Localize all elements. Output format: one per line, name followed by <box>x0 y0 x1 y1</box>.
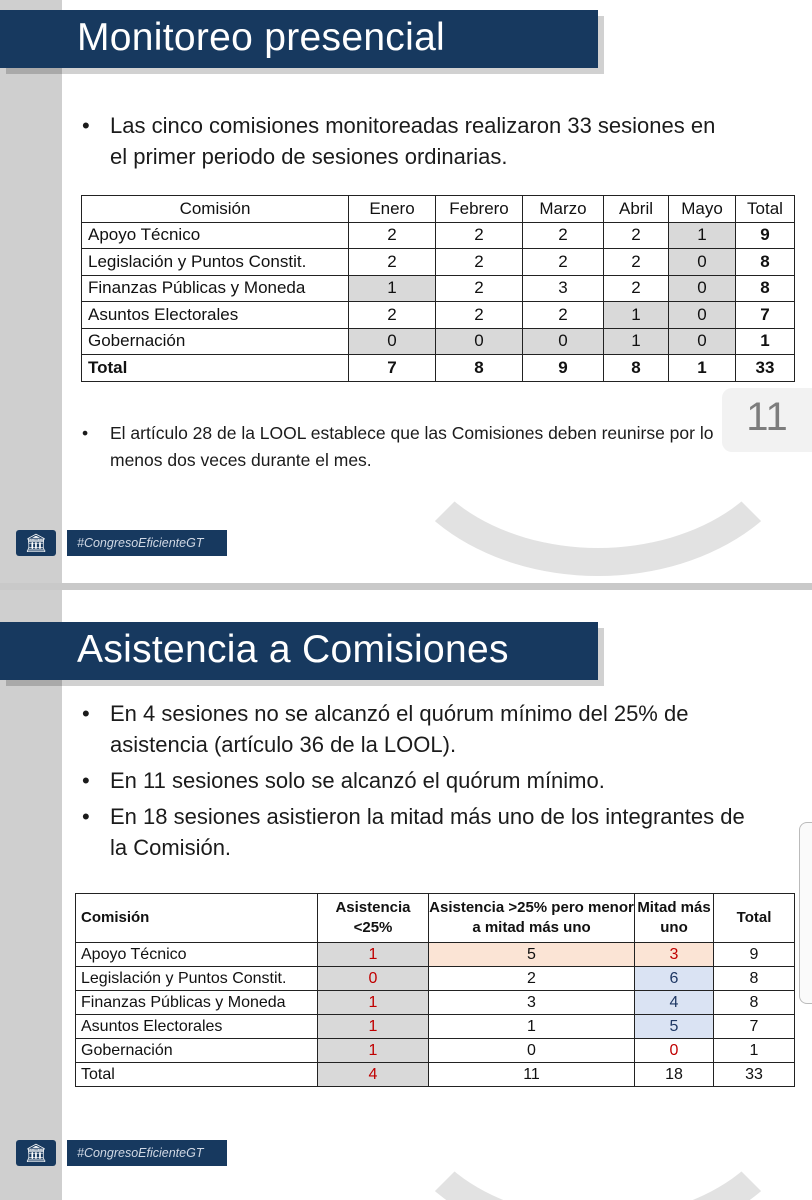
bullet-item: • Las cinco comisiones monitoreadas realizaron 33 sesiones en el primer periodo de sesiones ordinarias. <box>80 110 720 172</box>
cell-total: 33 <box>714 1063 795 1087</box>
cell: 0 <box>635 1039 714 1063</box>
cell: 1 <box>604 302 669 329</box>
cell: 2 <box>436 222 523 249</box>
attendance-table <box>75 893 795 1087</box>
cell: 2 <box>523 249 604 276</box>
row-label: Apoyo Técnico <box>82 222 349 249</box>
bullet-item: • El artículo 28 de la LOOL establece que las Comisiones deben reunirse por lo menos dos veces durante el mes. <box>80 420 720 474</box>
cell: 5 <box>429 943 635 967</box>
building-icon: 🏛 <box>16 530 56 556</box>
cell-total: 8 <box>736 249 795 276</box>
cell: 1 <box>318 1015 429 1039</box>
cell: 2 <box>436 275 523 302</box>
cell: 1 <box>318 943 429 967</box>
row-label: Legislación y Puntos Constit. <box>76 967 318 991</box>
row-label: Asuntos Electorales <box>82 302 349 329</box>
cell: 2 <box>523 302 604 329</box>
cell: 2 <box>349 302 436 329</box>
cell: 1 <box>604 328 669 355</box>
cell: 1 <box>669 222 736 249</box>
cell: 1 <box>349 275 436 302</box>
cell: 7 <box>349 355 436 382</box>
slide-monitoreo-presencial <box>0 0 812 583</box>
table-row <box>76 1039 795 1063</box>
row-label: Total <box>82 355 349 382</box>
header-cell: Comisión <box>76 894 318 943</box>
attendance-bullets <box>80 698 760 868</box>
row-label: Asuntos Electorales <box>76 1015 318 1039</box>
table-row <box>82 222 795 249</box>
cell: 1 <box>318 991 429 1015</box>
cell: 8 <box>436 355 523 382</box>
cell: 3 <box>523 275 604 302</box>
header-cell: Abril <box>604 196 669 223</box>
header-cell: Total <box>714 894 795 943</box>
cell-total: 9 <box>714 943 795 967</box>
hashtag-label: #CongresoEficienteGT <box>67 530 227 556</box>
note-bullets <box>80 420 720 474</box>
cell: 0 <box>669 249 736 276</box>
table-row <box>76 991 795 1015</box>
table-row <box>76 943 795 967</box>
cell-total: 33 <box>736 355 795 382</box>
cell: 2 <box>436 302 523 329</box>
table-header-row <box>82 196 795 223</box>
bullet-item: • En 11 sesiones solo se alcanzó el quórum mínimo. <box>80 765 760 796</box>
header-cell: Mayo <box>669 196 736 223</box>
header-cell: Asistencia <25% <box>318 894 429 943</box>
cell: 0 <box>349 328 436 355</box>
header-cell: Febrero <box>436 196 523 223</box>
row-label: Apoyo Técnico <box>76 943 318 967</box>
cell-total: 1 <box>736 328 795 355</box>
table-header-row <box>76 894 795 943</box>
row-label: Finanzas Públicas y Moneda <box>82 275 349 302</box>
cell: 0 <box>669 302 736 329</box>
row-label: Gobernación <box>82 328 349 355</box>
cell: 2 <box>349 249 436 276</box>
cell: 18 <box>635 1063 714 1087</box>
bullet-item: • En 4 sesiones no se alcanzó el quórum mínimo del 25% de asistencia (artículo 36 de la LOOL). <box>80 698 760 760</box>
cell: 0 <box>669 328 736 355</box>
title-bar <box>0 622 598 680</box>
cell: 4 <box>318 1063 429 1087</box>
cell: 0 <box>429 1039 635 1063</box>
cell: 11 <box>429 1063 635 1087</box>
header-cell: Mitad más uno <box>635 894 714 943</box>
side-strip <box>0 590 62 1200</box>
cell: 2 <box>523 222 604 249</box>
cell-total: 7 <box>736 302 795 329</box>
page-number: 11 <box>746 395 788 439</box>
cell: 2 <box>604 249 669 276</box>
scroll-handle[interactable] <box>799 822 812 1004</box>
title-bar <box>0 10 598 68</box>
cell-total: 8 <box>736 275 795 302</box>
cell-total: 7 <box>714 1015 795 1039</box>
row-label: Legislación y Puntos Constit. <box>82 249 349 276</box>
cell: 1 <box>429 1015 635 1039</box>
table-row <box>82 302 795 329</box>
cell: 0 <box>669 275 736 302</box>
cell-total: 1 <box>714 1039 795 1063</box>
cell: 2 <box>436 249 523 276</box>
cell-total: 9 <box>736 222 795 249</box>
cell: 0 <box>523 328 604 355</box>
cell: 3 <box>635 943 714 967</box>
cell: 1 <box>669 355 736 382</box>
bullet-item: • En 18 sesiones asistieron la mitad más uno de los integrantes de la Comisión. <box>80 801 760 863</box>
slide-asistencia-comisiones <box>0 590 812 1200</box>
table-row <box>76 967 795 991</box>
cell: 9 <box>523 355 604 382</box>
cell: 4 <box>635 991 714 1015</box>
header-cell: Asistencia >25% pero menor a mitad más uno <box>429 894 635 943</box>
table-row <box>82 249 795 276</box>
cell: 3 <box>429 991 635 1015</box>
cell: 2 <box>429 967 635 991</box>
cell: 8 <box>604 355 669 382</box>
page-number-badge <box>722 388 812 452</box>
cell: 5 <box>635 1015 714 1039</box>
cell: 2 <box>604 275 669 302</box>
header-cell: Total <box>736 196 795 223</box>
sessions-table <box>81 195 795 382</box>
header-cell: Comisión <box>82 196 349 223</box>
table-row <box>82 328 795 355</box>
slide-title: Monitoreo presencial <box>77 16 446 59</box>
cell: 1 <box>318 1039 429 1063</box>
header-cell: Marzo <box>523 196 604 223</box>
cell: 2 <box>604 222 669 249</box>
row-label: Total <box>76 1063 318 1087</box>
cell: 2 <box>349 222 436 249</box>
building-icon: 🏛 <box>16 1140 56 1166</box>
slide-title: Asistencia a Comisiones <box>77 628 509 671</box>
cell: 0 <box>318 967 429 991</box>
hashtag-label: #CongresoEficienteGT <box>67 1140 227 1166</box>
intro-bullets <box>80 110 720 172</box>
table-row <box>76 1015 795 1039</box>
row-label: Finanzas Públicas y Moneda <box>76 991 318 1015</box>
row-label: Gobernación <box>76 1039 318 1063</box>
table-row <box>82 275 795 302</box>
side-strip <box>0 0 62 583</box>
header-cell: Enero <box>349 196 436 223</box>
cell-total: 8 <box>714 967 795 991</box>
table-total-row <box>76 1063 795 1087</box>
cell: 6 <box>635 967 714 991</box>
cell: 0 <box>436 328 523 355</box>
table-total-row <box>82 355 795 382</box>
cell-total: 8 <box>714 991 795 1015</box>
